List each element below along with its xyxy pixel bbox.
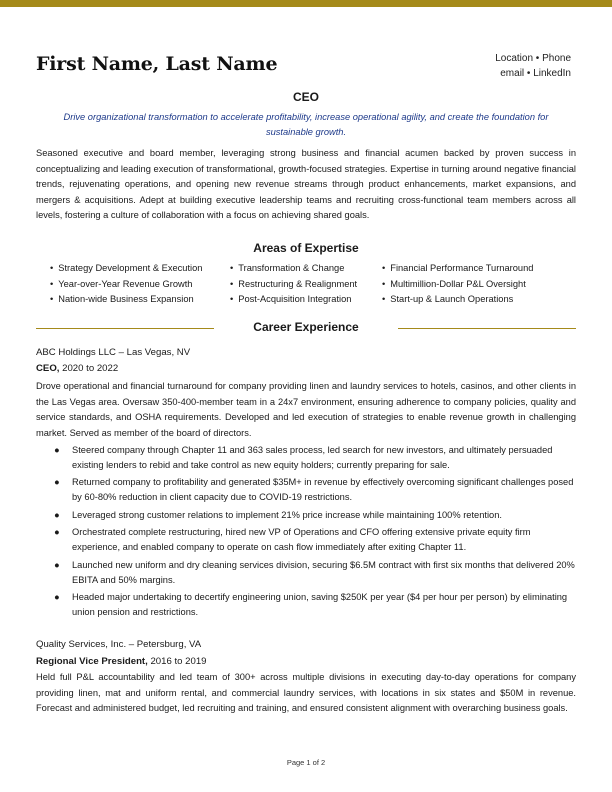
expertise-item: • Nation-wide Business Expansion: [50, 294, 194, 304]
achievement-list: [36, 443, 576, 622]
expertise-item: • Post-Acquisition Integration: [230, 294, 352, 304]
section-divider-left: [36, 328, 214, 329]
section-divider-right: [398, 328, 576, 329]
expertise-item: • Start-up & Launch Operations: [382, 294, 514, 304]
achievement-item: ● Steered company through Chapter 11 and 363 sales process, led search for new investors, and ultimately persuaded existing lenders to rebid and take control as new equity holders; currently preparing for sale.: [54, 445, 553, 470]
role-dates: 2016 to 2019: [150, 656, 207, 667]
contact-email-linkedin: email • LinkedIn: [500, 68, 571, 79]
expertise-list: [50, 261, 570, 308]
employer-abc-holdings: ABC Holdings LLC – Las Vegas, NV: [36, 347, 191, 358]
expertise-item: • Financial Performance Turnaround: [382, 263, 534, 273]
achievement-item: ● Launched new uniform and dry cleaning services division, securing $6.5M contract with first six months that delivered 20% EBITA and 50% margins.: [54, 559, 575, 585]
contact-location-phone: Location • Phone: [495, 53, 571, 64]
achievement-item: ● Headed major undertaking to decertify engineering union, saving $250K per year ($4 per hour per person) by eliminating union pension and restrictions.: [54, 591, 568, 617]
contact-info: [495, 51, 571, 81]
tagline: Drive organizational transformation to accelerate profitability, increase operational agility, and create the foundation for sustainable growth.: [63, 112, 549, 137]
achievement-item: ● Leveraged strong customer relations to implement 21% price increase while maintaining 100% retention.: [54, 509, 502, 520]
employer-quality-services: Quality Services, Inc. – Petersburg, VA: [36, 639, 202, 650]
job-description: Drove operational and financial turnaround for company providing linen and laundry services to hotels, casinos, and other clients in the Las Vegas area. Oversaw 350-400-member team in a 24x7 environment, ensuring adherence to company policies, quality and service standards, and OSHA requirements. Developed and led execution of strategies to enable revenue growth in challenging market. Served as member of the board of directors.: [36, 381, 576, 438]
job-role-ceo: [36, 361, 118, 376]
expertise-item: • Transformation & Change: [230, 263, 345, 273]
expertise-item: • Strategy Development & Execution: [50, 263, 203, 273]
career-heading: Career Experience: [253, 320, 359, 334]
page-number: Page 1 of 2: [286, 758, 326, 767]
top-accent-bar: [0, 0, 612, 7]
role-title: Regional Vice President,: [36, 656, 148, 667]
candidate-name: First Name, Last Name: [36, 53, 278, 75]
role-dates: 2020 to 2022: [62, 363, 119, 374]
expertise-heading: Areas of Expertise: [253, 241, 359, 255]
role-title: CEO,: [36, 363, 60, 374]
expertise-item: • Restructuring & Realignment: [230, 278, 358, 289]
job-description: Held full P&L accountability and led team of 300+ across multiple divisions in executing day-to-day operations for company providing linen, mat and uniform rental, and commercial laundry services, with locations in six states and $50M in revenue. Forecast and administered budget, led recruiting and training, and ensured consistent alignment with overarching business goals.: [36, 672, 576, 713]
summary-paragraph: Seasoned executive and board member, leveraging strong business and financial acumen backed by proven success in conceptualizing and leading execution of transformational, growth-focused strategies. Expertise in turning around negative financial trends, rejuvenating operations, and opening new revenue streams through product enhancements, market expansions, and mergers & acquisitions. Adept at building executive leadership teams and recruiting cross-functional team members across all levels, fostering a culture of collaboration with a focus on achieving shared goals.: [36, 148, 576, 220]
expertise-item: • Multimillion-Dollar P&L Oversight: [382, 278, 526, 289]
job-title-heading: CEO: [292, 90, 319, 104]
achievement-item: ● Returned company to profitability and generated $35M+ in revenue by effectively overcoming significant challenges posed by 60-80% reduction in client capacity due to COVID-19 restrictions.: [54, 477, 574, 503]
achievement-item: ● Orchestrated complete restructuring, hired new VP of Operations and CFO offering extensive private equity firm experience, and enabled company to operate on cash flow immediately after exiting Chapter 11.: [54, 527, 531, 553]
job-role-rvp: [36, 654, 207, 669]
expertise-item: • Year-over-Year Revenue Growth: [50, 278, 193, 289]
